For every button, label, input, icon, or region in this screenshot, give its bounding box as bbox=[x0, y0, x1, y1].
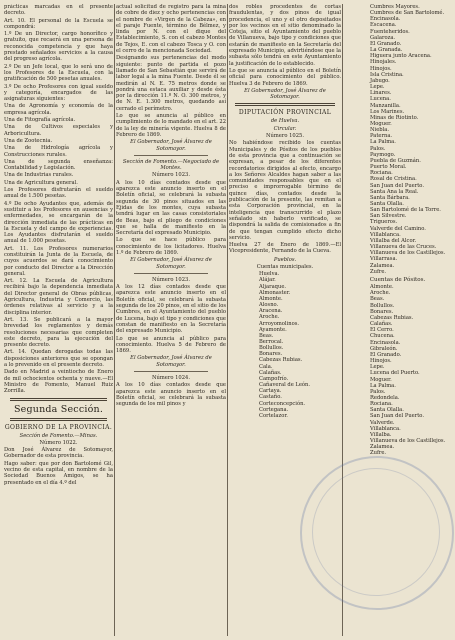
town-item: Valverde del Camino. bbox=[370, 225, 426, 232]
paragraph: Art. 10. El personal de la Escuela se compondrá: bbox=[4, 17, 113, 30]
circular-body bbox=[229, 140, 341, 254]
town-item: Linares. bbox=[370, 90, 392, 97]
town-item: Redondela. bbox=[370, 394, 400, 401]
town-item: Almonte. bbox=[259, 295, 283, 302]
town-item: Galaroza. bbox=[370, 34, 396, 41]
town-item: Zufre. bbox=[370, 450, 387, 457]
town-item: Isla Cristina. bbox=[370, 71, 404, 78]
town-item: Valverde. bbox=[370, 419, 395, 426]
paragraph: Lo que se hace público para conocimiento de los licitadores. Huelva 1.º de Febrero de 1869. bbox=[116, 237, 226, 256]
town-item: Bollullos. bbox=[370, 302, 395, 309]
paragraph: Hago saber: que por don Bartolomé Gil, vecino de esta capital, en nombre de la Sociedad Buenos Amigos, se ha presentado en el día 4.º del bbox=[4, 460, 113, 486]
town-item: Almonaster. bbox=[259, 289, 291, 296]
auction-notice bbox=[116, 382, 226, 407]
paragraph: dos robles procedentes de cortas fraudulentas, y dos pinos de igual procedencia, el uno y el otro depositados por los vecinos en el sitio denominado la Coteja, sitio el Ayuntamiento del pueblo de Villanueva, bajo tipo y condiciones que estarán de manifiesto en la Secretaría del expresado Municipio, advirtiéndose que la subasta sólo tendrá en este Ayuntamiento la justificación de lo establecido. bbox=[229, 4, 341, 67]
paragraph: Art. 13. Se publicará a la mayor brevedad los reglamentos y demás resoluciones necesarias que completen este decreto, para la ejecución del presente decreto. bbox=[4, 316, 113, 349]
town-item: Cabezas Rubias. bbox=[370, 314, 414, 321]
signature: El Gobernador, José Álvarez de Sotomayor. bbox=[130, 355, 212, 368]
town-item: Villablanca. bbox=[370, 231, 401, 238]
town-item: Encinasola. bbox=[370, 16, 401, 23]
town-item: Puerto Moral. bbox=[370, 164, 407, 171]
paragraph: Art. 11. Los Profesores numerarios constituirán la Junta de la Escuela, de cuyos acuerdos se dará conocimiento por conducto del Director a la Dirección general. bbox=[4, 245, 113, 277]
town-item: Santa Bárbara. bbox=[370, 194, 410, 201]
separator bbox=[134, 273, 208, 274]
town-item: Calañas. bbox=[370, 321, 393, 328]
town-item: Lucena del Puerto. bbox=[370, 370, 420, 377]
town-item: Villalba. bbox=[370, 431, 392, 438]
subsection-title: Sección de Fomento.—Minas. bbox=[19, 432, 98, 439]
town-item: San Juan del Puerto. bbox=[370, 182, 424, 189]
towns-list-cont bbox=[344, 4, 451, 275]
town-item: Escacena. bbox=[370, 22, 397, 29]
notice-number: Número 1023. bbox=[152, 276, 190, 283]
town-item: Lucena. bbox=[370, 96, 391, 103]
paragraph: A los 12 días contados desde que aparezca este anuncio inserto en el Boletín oficial, se celebrará la subasta segunda de los 20 pinos, en el sitio de los Cumbres, en el Ayuntamiento del pueblo de Lucena, bajo el tipo y condiciones que constan de manifiesto en la Secretaría del expresado Municipio. bbox=[116, 284, 226, 335]
paragraph: 3.º De ocho Profesores con igual sueldo y categoría, encargados de las asignaturas siguientes: bbox=[4, 83, 113, 103]
town-item: La Granada. bbox=[370, 47, 403, 54]
town-item: Minas de Riotinto. bbox=[370, 114, 419, 121]
circular-title: Circular. bbox=[273, 125, 297, 132]
paragraph: Art. 14. Quedan derogadas todas las disposiciones anteriores que se opongan a lo prevenido en el presente decreto. bbox=[4, 349, 113, 369]
town-item: Santa Ana la Real. bbox=[370, 188, 419, 195]
signature: El Gobernador, José Álvarez de Sotomayor. bbox=[130, 139, 212, 152]
paragraph: Una de Fitografía agrícola. bbox=[4, 117, 76, 124]
town-item: Villanueva de los Castillejos. bbox=[370, 438, 446, 445]
paragraph: Una de Industrias rurales. bbox=[4, 172, 74, 179]
town-item: Zalamea. bbox=[370, 262, 395, 269]
town-item: Villanueva de los Castillejos. bbox=[370, 250, 446, 257]
town-item: El Granado. bbox=[370, 351, 402, 358]
town-item: Cortelazor. bbox=[259, 412, 288, 419]
town-item: Manzanilla. bbox=[370, 102, 401, 109]
town-item: La Palma. bbox=[370, 139, 396, 146]
decree-articles bbox=[4, 4, 113, 395]
paragraph: Lo que se anuncia al público para conocimiento. Huelva 5 de Febrero de 1869. bbox=[116, 335, 226, 355]
paragraph: 4.º De ocho Ayudantes que, además de sustituir a los Profesores en ausencias y enfermedades, se encargarán de la dirección inmediata de las prácticas en la Escuela y del campo de experiencias. Los Ayudantes disfrutarán el sueldo anual de 1.000 pesetas. bbox=[4, 200, 113, 245]
notice-number: Número 1024. bbox=[152, 375, 190, 382]
town-item: Ayamonte. bbox=[259, 326, 287, 333]
town-item: Cumbres Mayores. bbox=[370, 4, 420, 10]
diputacion-subheader: de Huelva. bbox=[270, 118, 300, 125]
town-item: Villalba del Alcor. bbox=[370, 237, 417, 244]
town-item: Rosal de Cristina. bbox=[370, 176, 417, 183]
town-item: Hinojales. bbox=[370, 59, 397, 66]
paragraph: Una de Cultivos especiales y Arboricultura. bbox=[4, 124, 113, 137]
town-item: El Cerro. bbox=[370, 327, 394, 334]
town-item: Villarrasa. bbox=[370, 256, 398, 263]
town-item: Moguer. bbox=[370, 120, 392, 127]
paragraph: Una de Agricultura general. bbox=[4, 179, 78, 186]
paragraph: A los 10 días contados desde que aparezca este anuncio inserto en el Boletín oficial, se celebrará la subasta segunda de los mil pinos y bbox=[116, 382, 226, 408]
town-item: Los Marines. bbox=[370, 108, 405, 115]
column-rule bbox=[114, 4, 115, 636]
town-item: Rociana. bbox=[370, 401, 393, 408]
mining-notice bbox=[4, 447, 113, 486]
town-item: Cortegana. bbox=[259, 406, 289, 413]
paragraph: Don José Álvarez de Sotomayor, Gobernador de esta provincia. bbox=[4, 447, 113, 460]
posito-title: Cuentas de Pósitos. bbox=[369, 276, 426, 283]
town-item: Niebla. bbox=[370, 127, 389, 134]
town-item: Zufre. bbox=[370, 268, 387, 275]
auction-notice bbox=[116, 180, 226, 257]
paragraph: 2.º De un Jefe local, que lo será uno de los Profesores de la Escuela, con la gratificación de 500 pesetas anuales. bbox=[4, 63, 113, 83]
paragraph: A los 10 días contados desde que aparezca este anuncio inserto en el Boletín oficial, se celebrará la subasta segunda de 30 pinos situados en las Ejidas de los montes, cuya subasta tendrá lugar en las casas consistoriales de Beas, bajo el pliego de condiciones que se halla de manifiesto en la Secretaría del expresado Municipio. bbox=[116, 179, 226, 237]
separator bbox=[134, 371, 208, 372]
mining-notice-cont bbox=[116, 4, 226, 138]
town-item: Santa Olalla. bbox=[370, 201, 404, 207]
town-item: Villablanca. bbox=[370, 425, 401, 432]
town-item: Chucena. bbox=[370, 333, 395, 340]
town-item: San Juan del Puerto. bbox=[370, 413, 424, 420]
paragraph: Una de Zootecnia. bbox=[4, 137, 53, 144]
town-item: Cartaya. bbox=[259, 388, 282, 395]
section-title: Segunda Sección. bbox=[13, 403, 104, 415]
government-header: GOBIERNO DE LA PROVINCIA. bbox=[4, 423, 113, 431]
town-item: Alájar. bbox=[259, 277, 276, 284]
notice-number: Número 1023. bbox=[152, 172, 190, 179]
town-item: Arroyomolinos. bbox=[259, 320, 300, 327]
paragraph: actual solicitud de registro para la mina de cobre de diez y ocho pertenencias con el nombre de «Virgen de la Cabeza», en el paraje Fuente, término de Bélmez, y linda por N. con el dique del Establecimiento, S. con el cabezo Montes de Tejos, E. con el cabezo Tosca y O. con el cerro de la mencionada Sociedad. bbox=[116, 4, 226, 55]
town-item: Cumbres de San Bartolomé. bbox=[370, 10, 445, 17]
section-divider bbox=[10, 398, 107, 401]
paragraph: Art. 12. La Escuela de Agricultura recibirá bajo la dependencia inmediata del Director general de Obras públicas, Agricultura, Industria y Comercio, las órdenes relativas al servicio y a la disciplina interior. bbox=[4, 278, 113, 316]
town-item: Paymogo. bbox=[370, 151, 396, 158]
town-item: Puebla de Guzmán. bbox=[370, 157, 421, 164]
town-item: Villanueva de las Cruces. bbox=[370, 244, 437, 251]
town-item: Berrocal. bbox=[259, 339, 284, 345]
town-item: Aljaraque. bbox=[259, 283, 287, 290]
diputacion-header: DIPUTACIÓN PROVINCIAL bbox=[238, 109, 332, 117]
notice-number: Número 1025. bbox=[266, 133, 304, 140]
paragraph: 1.º De un Director, cargo honorífico y gratuito, que recaerá en una persona de reconocida competencia y que haya prestado señalados servicios a la causa del progreso agrícola. bbox=[4, 31, 113, 63]
town-item: Palos. bbox=[370, 145, 386, 152]
paragraph: No habiéndose recibido los cuentas Municipales y de Pósitos de los pueblos de esta provincia que a continuación se expresan, a pesar de los diferentes recordatorios dirigidos al efecto, encargo a los Señores Alcaldes hagan saber a las comunidades responsables que en el preciso e improrrogable término de quince días, contados desde la publicación de la presente, las remitan a esta Corporación provincial, en la inteligencia que transcurrido el plazo señalado sin haberlo verificado, se dispondrá la salida de comisionados a fin de que tengan cumplido efecto dicho servicio. bbox=[229, 140, 341, 241]
town-item: Paterna. bbox=[370, 133, 393, 140]
town-item: El Granado. bbox=[370, 40, 402, 47]
paragraph: Una de Hidrología agrícola y Construcciones rurales. bbox=[4, 145, 113, 158]
town-item: Higuera junto Aracena. bbox=[370, 53, 432, 60]
town-item: Trigueros. bbox=[370, 219, 398, 226]
section-divider bbox=[10, 418, 107, 421]
section-divider bbox=[235, 103, 335, 106]
posito-list bbox=[344, 284, 451, 456]
town-item: Calañas. bbox=[259, 369, 282, 376]
towns-title: Pueblos. bbox=[273, 256, 297, 263]
column-4 bbox=[344, 4, 451, 636]
town-item: Cañaveral de León. bbox=[259, 382, 311, 389]
separator bbox=[134, 155, 208, 156]
paragraph: Designando sus pertenencias del modo siguiente: punto de partida el pozo llamado de San Sebastián que servirá de labor legal a la mina Fuente. Desde él se medirán al N. E. 75 metros donde se pondrá una estaca auxiliar y desde ésta por la dirección 11.º N. O. 300 metros, y de N. E. 1.300 metros, quedando así cerrado el perímetro. bbox=[116, 55, 226, 112]
paragraph: Los Profesores disfrutarán el sueldo anual de 1.500 pesetas. bbox=[4, 187, 113, 200]
column-2 bbox=[116, 4, 226, 636]
town-item: Beas. bbox=[259, 332, 274, 339]
town-item: Beas. bbox=[370, 296, 385, 303]
town-item: Castaño. bbox=[259, 394, 282, 401]
town-item: Hinojos. bbox=[370, 65, 392, 72]
town-item: Moguer. bbox=[370, 376, 392, 383]
town-item: Lepe. bbox=[370, 364, 385, 371]
paragraph: Dado en Madrid a veintiocho de Enero de mil ochocientos ochenta y nueve.—El Ministro de Fomento, Manuel Ruiz Zorrilla. bbox=[4, 369, 113, 395]
notice-number: Número 1022. bbox=[39, 439, 78, 446]
town-item: Bollullos. bbox=[259, 345, 284, 352]
paragraph: Lo que se anuncia al público en cumplimiento de lo mandado en el art. 22 de la ley de minería vigente. Huelva 8 de Febrero de 1869. bbox=[116, 113, 226, 138]
column-rule bbox=[342, 4, 343, 636]
town-item: Gibraleón. bbox=[370, 345, 398, 352]
town-item: Hinojos. bbox=[370, 358, 392, 365]
town-item: Rociana. bbox=[370, 170, 393, 177]
auction-notice-cont bbox=[229, 4, 341, 87]
town-item: Zalamea. bbox=[370, 444, 395, 451]
town-item: Palos. bbox=[370, 388, 386, 395]
town-item: Encinasola. bbox=[370, 339, 401, 346]
column-rule bbox=[227, 4, 228, 636]
town-item: Almonte. bbox=[370, 284, 394, 291]
town-item: Alosno. bbox=[259, 302, 279, 309]
paragraph: Lo que se anuncia al público en el Boletín oficial para conocimiento del público. Huelva 3 de Febrero de 1869. bbox=[229, 67, 341, 87]
town-item: La Palma. bbox=[370, 382, 396, 389]
town-item: San Bartolomé de la Torre. bbox=[370, 207, 441, 214]
column-3 bbox=[229, 4, 341, 636]
town-item: Cabezas Rubias. bbox=[259, 357, 303, 364]
town-item: Cala. bbox=[259, 363, 273, 370]
paragraph: Huelva 27 de Enero de 1869.—El Vicepresidente, Fernando de la Cueva. bbox=[229, 242, 341, 255]
town-item: Bonares. bbox=[370, 308, 394, 315]
signature: El Gobernador, José Álvarez de Sotomayor. bbox=[130, 257, 212, 270]
paragraph: prácticas marcadas en el presente decreto. bbox=[4, 4, 113, 17]
town-item: Aroche. bbox=[259, 314, 280, 321]
auction-notice bbox=[116, 284, 226, 354]
signature: El Gobernador, José Álvarez de Sotomayor. bbox=[244, 87, 326, 101]
subsection-title: Sección de Fomento.—Negociado de Montes. bbox=[122, 158, 220, 172]
towns-subtitle: Cuentas municipales. bbox=[256, 263, 314, 270]
town-item: Aracena. bbox=[259, 308, 283, 315]
town-item: Aroche. bbox=[370, 290, 391, 297]
town-item: Jabugo. bbox=[370, 77, 390, 84]
town-item: Huelva. bbox=[259, 271, 280, 278]
town-item: Bonares. bbox=[259, 351, 283, 358]
paragraph: Una de segunda enseñanza: Contabilidad y Legislación. bbox=[4, 158, 113, 172]
town-item: Corteconcepción. bbox=[259, 400, 306, 407]
town-item: Lepe. bbox=[370, 84, 385, 91]
column-1 bbox=[4, 4, 113, 636]
town-item: Santa Olalla. bbox=[370, 407, 404, 414]
town-item: Campofrío. bbox=[259, 375, 289, 382]
paragraph: Una de Agronomía y economía de la empresa agrícola. bbox=[4, 103, 113, 116]
town-item: San Silvestre. bbox=[370, 213, 407, 220]
towns-list bbox=[229, 271, 341, 419]
town-item: Fuenteheridos. bbox=[370, 28, 410, 35]
